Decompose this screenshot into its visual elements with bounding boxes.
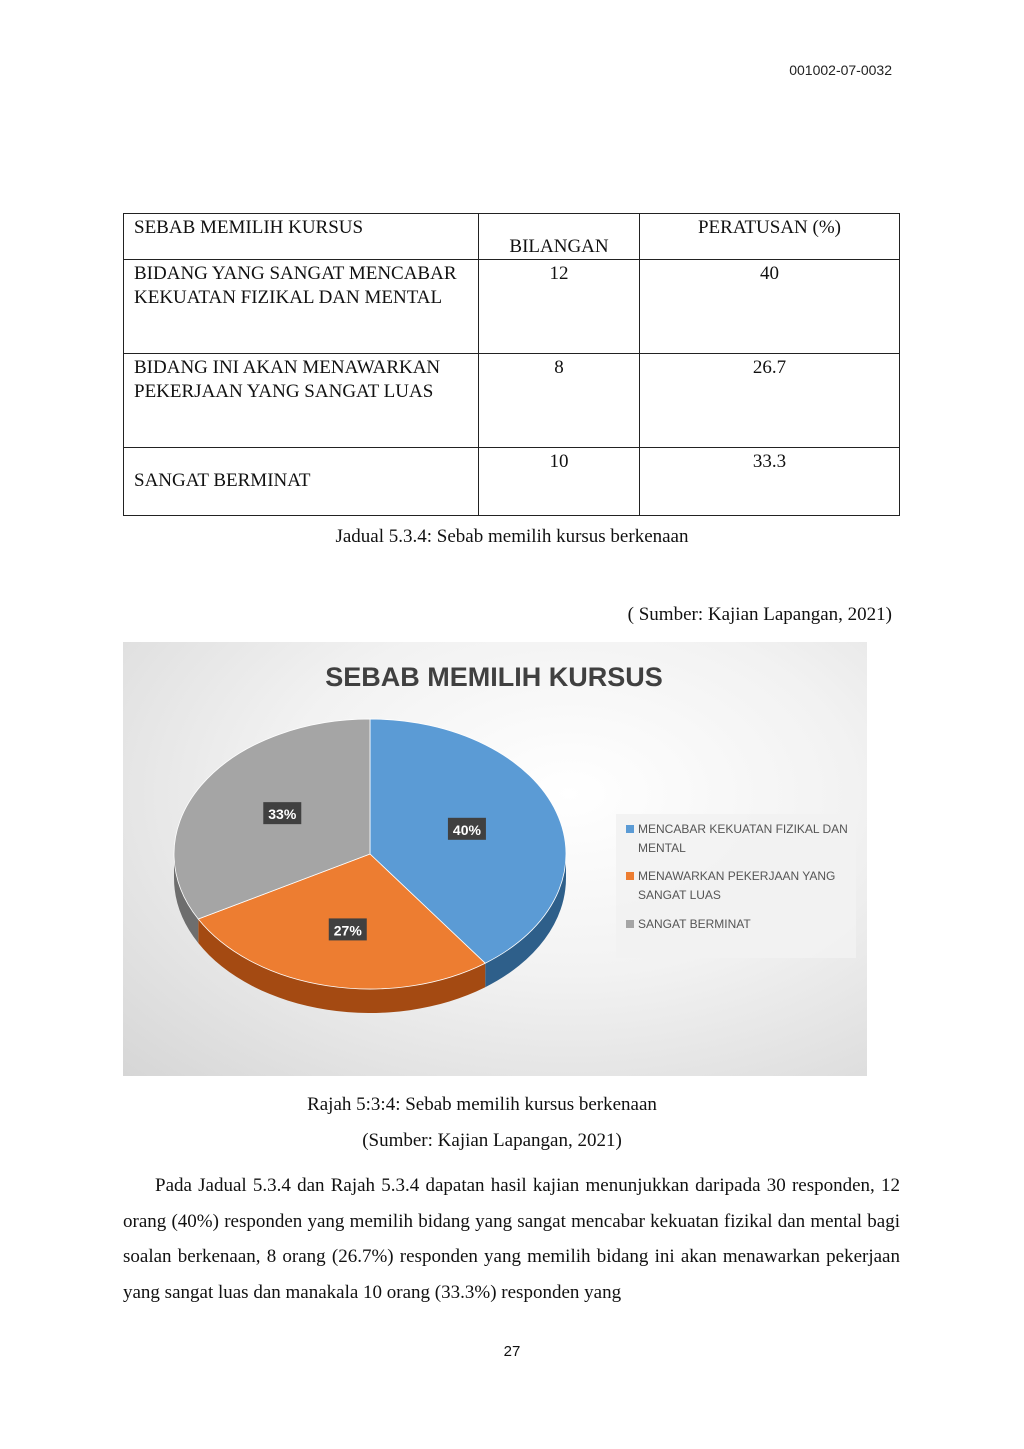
- cell-count: 12: [479, 260, 640, 354]
- table-row: [124, 448, 900, 516]
- svg-text:33%: 33%: [268, 806, 297, 823]
- legend-item: [626, 867, 866, 905]
- figure-source: (Sumber: Kajian Lapangan, 2021): [362, 1130, 622, 1151]
- legend-swatch: [626, 825, 634, 833]
- course-reason-table: [123, 213, 900, 516]
- legend-swatch: [626, 920, 634, 928]
- header-percent: PERATUSAN (%): [640, 214, 900, 260]
- table-caption: Jadual 5.3.4: Sebab memilih kursus berkenaan: [335, 526, 689, 547]
- cell-percent: 33.3: [640, 448, 900, 516]
- pie-chart: [123, 642, 867, 1076]
- cell-percent: 26.7: [640, 354, 900, 448]
- svg-text:40%: 40%: [452, 821, 481, 838]
- pie-data-label: [448, 818, 486, 840]
- chart-title: SEBAB MEMILIH KURSUS: [325, 662, 663, 692]
- legend-item: [626, 915, 866, 934]
- legend-label: MENAWARKAN PEKERJAAN YANG SANGAT LUAS: [638, 869, 836, 902]
- svg-text:27%: 27%: [333, 922, 362, 939]
- legend-swatch: [626, 872, 634, 880]
- cell-percent: 40: [640, 260, 900, 354]
- table-source: ( Sumber: Kajian Lapangan, 2021): [627, 604, 892, 625]
- figure-caption: Rajah 5:3:4: Sebab memilih kursus berkenaan: [307, 1094, 657, 1115]
- table-row: [124, 354, 900, 448]
- body-paragraph: Pada Jadual 5.3.4 dan Rajah 5.3.4 dapatan hasil kajian menunjukkan daripada 30 responden, 12 orang (40%) responden yang memilih bidang yang sangat mencabar kekuatan fizikal dan mental bagi soalan berkenaan, 8 orang (26.7%) responden yang memilih bidang ini akan menawarkan pekerjaan yang sangat luas dan manakala 10 orang (33.3%) responden yang: [123, 1175, 900, 1303]
- cell-count: 8: [479, 354, 640, 448]
- cell-reason: BIDANG INI AKAN MENAWARKAN PEKERJAAN YANG SANGAT LUAS: [124, 354, 479, 448]
- pie-data-label: [263, 802, 301, 824]
- cell-reason: BIDANG YANG SANGAT MENCABAR KEKUATAN FIZIKAL DAN MENTAL: [124, 260, 479, 354]
- legend-label: SANGAT BERMINAT: [638, 917, 751, 931]
- header-reason: SEBAB MEMILIH KURSUS: [124, 214, 479, 260]
- cell-reason: SANGAT BERMINAT: [124, 448, 479, 516]
- legend-label: MENCABAR KEKUATAN FIZIKAL DAN MENTAL: [638, 822, 848, 855]
- cell-count: 10: [479, 448, 640, 516]
- header-count: BILANGAN: [479, 214, 640, 260]
- pie-data-label: [329, 918, 367, 940]
- document-id: 001002-07-0032: [789, 62, 892, 78]
- legend-item: [626, 820, 866, 858]
- page-number: 27: [503, 1343, 521, 1360]
- table-row: [124, 260, 900, 354]
- chart-legend: [616, 814, 856, 958]
- table-header-row: [124, 214, 900, 260]
